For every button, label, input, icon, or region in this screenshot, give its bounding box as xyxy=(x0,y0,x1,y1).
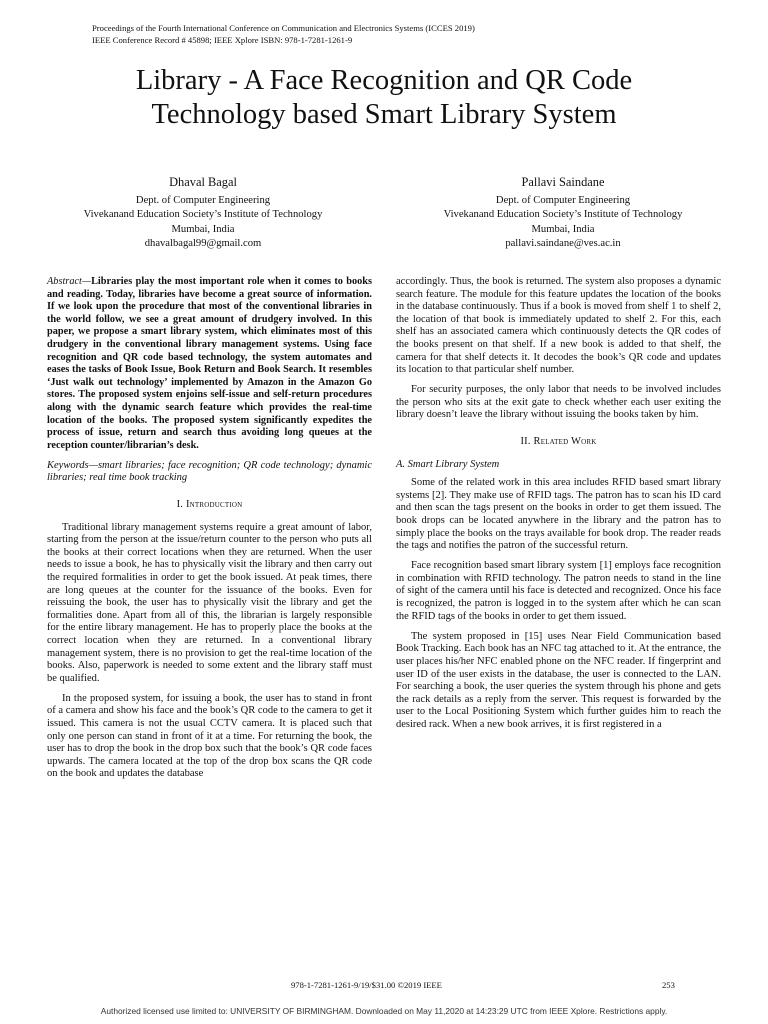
author-department: Dept. of Computer Engineering xyxy=(495,194,631,206)
ieee-record-number: 978-1-7281-1261-9/19/$31.00 ©2019 IEEE xyxy=(291,980,442,990)
author-department: Dept. of Computer Engineering xyxy=(135,194,271,206)
abstract-lead: Abstract— xyxy=(47,276,92,287)
intro-paragraph: Traditional library management systems require a great amount of labor, starting from the person at the issue/return counter to the person who puts all the books at their correct locations when they are returned. When the user needs to issue a book, he has to physically visit the library and then carry out the required formalities in order to get the book issued. At peak times, there are long queues at the counter for the issuance of the books. Even for reissuing the book, the user has to physically visit the library and get the formalities done. Apart from all of this, the librarian is largely responsible for the entire library management. He has to properly place the books at the correct location when they are returned. In a conventional library management system, there is no provision to get the real-time location of the books. Also, paperwork is needed to some extent and the library staff must be qualified. xyxy=(47,521,372,684)
body-paragraph: For security purposes, the only labor that needs to be involved includes the person who sits at the exit gate to check whether each user exiting the library doesn’t leave the library without issuing the books taken by him. xyxy=(396,384,721,421)
author-block-1 xyxy=(28,175,378,252)
author-name: Pallavi Saindane xyxy=(521,175,605,189)
subsection-heading-smart-library: A. Smart Library System xyxy=(396,458,500,470)
author-institute: Vivekanand Education Society’s Institute of Technology xyxy=(443,209,683,221)
conference-header-line1: Proceedings of the Fourth International Conference on Communication and Electronics Systems (ICCES 2019) xyxy=(92,23,475,33)
keywords xyxy=(47,460,372,485)
author-institute: Vivekanand Education Society’s Institute of Technology xyxy=(83,209,323,221)
abstract-text: Libraries play the most important role when it comes to books and reading. Today, libraries have become a great source of information. If we look upon the procedure that most of the conventional libraries in the world follow, we see a great amount of drudgery involved. In this paper, we propose a smart library system, which eliminates most of this drudgery in the conventional library management systems. Using face recognition and QR code based technology, the system automates and eases the tasks of Book Issue, Book Return and Book Search. It resembles ‘Just walk out technology’ implemented by Amazon in the Amazon Go stores. The proposed system enjoins self-issue and self-return procedures along with the dynamic search feature which provides the real-time location of the books. The proposed system significantly expedites the process of issue, return and search thus avoiding long queues at the reception counter/librarian’s desk. xyxy=(47,276,372,451)
author-block-2 xyxy=(388,175,738,252)
abstract xyxy=(47,276,372,452)
left-column xyxy=(47,276,372,788)
keywords-lead: Keywords— xyxy=(47,459,98,471)
related-paragraph: Face recognition based smart library system [1] employs face recognition in combination with RFID technology. The patron needs to stand in the line of sight of the camera until his face is detected and recognized. Once his face is recognized, the patron is logged in to the system after which he can scan the RFID tags of the books in order to get them issued. xyxy=(396,560,721,622)
paper-title-line2: Technology based Smart Library System xyxy=(151,99,617,130)
paper-title xyxy=(40,64,728,132)
keywords-text: smart libraries; face recognition; QR code technology; dynamic libraries; real time book tracking xyxy=(47,459,372,484)
related-paragraph: The system proposed in [15] uses Near Field Communication based Book Tracking. Each book has an NFC tag attached to it. At the entrance, the user places his/her NFC enabled phone on the NFC reader. If fingerprint and user ID of the user exists in the database, the user is connected to the LAN. For searching a book, the user queries the system through his phone and gets the rack details as a reply from the server. This request is forwarded by the user to the Local Positioning System which further guides him to reach the desired rack. When a new book arrives, it is first registered in a xyxy=(396,630,721,730)
conference-header-line2: IEEE Conference Record # 45898; IEEE Xplore ISBN: 978-1-7281-1261-9 xyxy=(92,35,353,45)
license-notice: Authorized licensed use limited to: UNIVERSITY OF BIRMINGHAM. Downloaded on May 11,2020 at 14:23:29 UTC from IEEE Xplore. Restrictions apply. xyxy=(100,1006,668,1016)
author-city: Mumbai, India xyxy=(531,223,595,235)
conference-header xyxy=(92,22,475,46)
page-number: 253 xyxy=(662,980,675,990)
section-heading-related-work: II. Related Work xyxy=(520,436,597,448)
intro-paragraph: In the proposed system, for issuing a book, the user has to stand in front of a camera and show his face and the book’s QR code to the camera to get it issued. This camera is not the usual CCTV camera. It is placed such that only one person can stand in front of it at a time. For returning the book, the user has to drop the book in the drop box such that the book’s QR code faces upwards. The camera located at the top of the drop box scans the QR code on the book and updates the database xyxy=(47,692,372,780)
author-city: Mumbai, India xyxy=(171,223,235,235)
body-paragraph-continued: accordingly. Thus, the book is returned. The system also proposes a dynamic search feature. The module for this feature updates the location of the books in the database continuously. Thus if a book is moved from shelf 1 to shelf 2, the location of that book is immediately updated to shelf 2. For this, each shelf has an associated camera which continuously detects the QR codes of the books present on that shelf. If a new book is added to that shelf, the camera for that shelf detects it. It decodes the book’s QR code and updates its location to that particular shelf number. xyxy=(396,276,721,376)
section-heading-introduction: I. Introduction xyxy=(176,499,243,510)
author-email: pallavi.saindane@ves.ac.in xyxy=(505,238,621,250)
right-column xyxy=(396,276,721,739)
author-email: dhavalbagal99@gmail.com xyxy=(144,238,262,250)
related-paragraph: Some of the related work in this area includes RFID based smart library systems [2]. They make use of RFID tags. The patron has to scan his ID card and then scan the tags present on the books in order to get them issued. The book drops can be located anywhere in the library and the patron has to simply place the books on the trays available for book drop. The reader reads the tags and notifies the patron of the successful return. xyxy=(396,477,721,552)
paper-title-line1: Library - A Face Recognition and QR Code xyxy=(135,65,633,96)
author-name: Dhaval Bagal xyxy=(169,175,237,189)
